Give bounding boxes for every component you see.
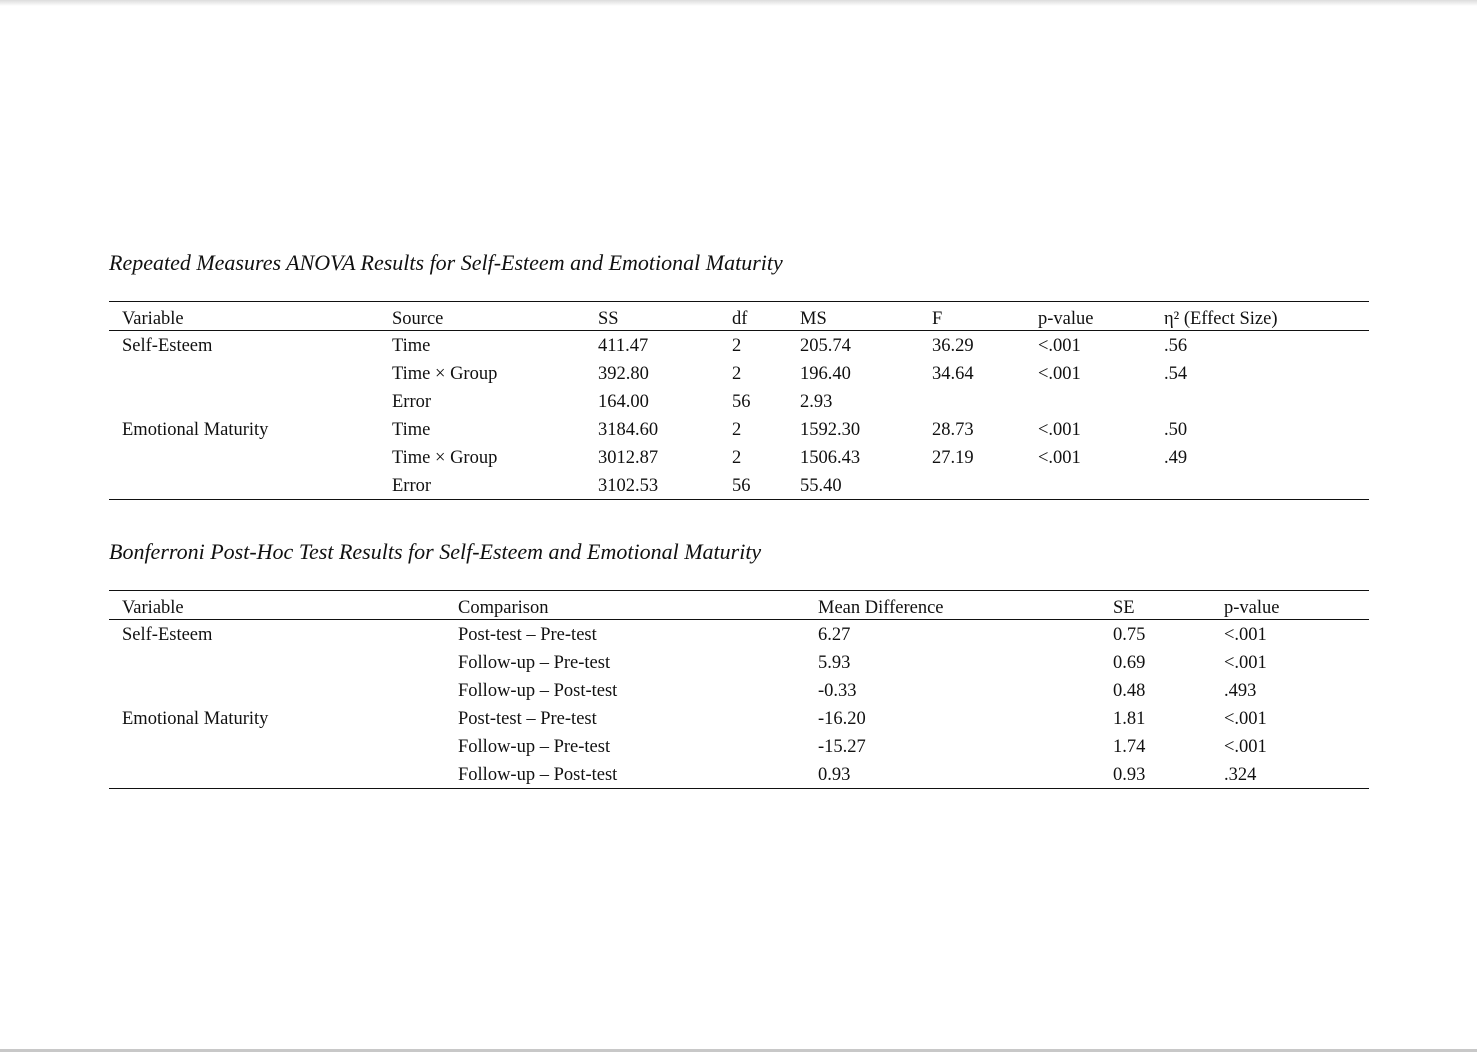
- cell-f: 28.73: [932, 420, 974, 440]
- cell-ms: 1592.30: [800, 420, 861, 440]
- cell-source: Time: [392, 420, 431, 440]
- page-top-shadow: [0, 0, 1477, 6]
- cell-p-value: <.001: [1038, 364, 1081, 384]
- header-se: SE: [1113, 598, 1135, 618]
- cell-variable: Self-Esteem: [122, 625, 213, 645]
- table-row: [109, 676, 1369, 704]
- cell-comparison: Follow-up – Pre-test: [458, 737, 611, 757]
- cell-f: 36.29: [932, 336, 974, 356]
- cell-p-value: <.001: [1224, 737, 1267, 757]
- cell-mean-difference: -16.20: [818, 709, 866, 729]
- cell-ss: 392.80: [598, 364, 649, 384]
- cell-ss: 411.47: [598, 336, 649, 356]
- posthoc-table-caption: Bonferroni Post-Hoc Test Results for Self-Esteem and Emotional Maturity: [109, 539, 762, 564]
- cell-comparison: Post-test – Pre-test: [458, 709, 597, 729]
- table-row: [109, 620, 1369, 648]
- cell-df: 2: [732, 336, 742, 356]
- cell-variable: Self-Esteem: [122, 336, 213, 356]
- cell-df: 56: [732, 392, 751, 412]
- table-row: [109, 704, 1369, 732]
- cell-df: 56: [732, 476, 751, 496]
- cell-source: Time × Group: [392, 364, 498, 384]
- cell-ss: 3012.87: [598, 448, 659, 468]
- anova-header-row: [109, 302, 1369, 331]
- cell-se: 0.69: [1113, 653, 1146, 673]
- cell-p-value: <.001: [1224, 625, 1267, 645]
- cell-df: 2: [732, 448, 742, 468]
- cell-ss: 3102.53: [598, 476, 659, 496]
- anova-body: [109, 331, 1369, 499]
- cell-f: 27.19: [932, 448, 974, 468]
- cell-f: 34.64: [932, 364, 974, 384]
- header-variable: Variable: [122, 309, 184, 329]
- cell-se: 1.74: [1113, 737, 1146, 757]
- cell-ms: 196.40: [800, 364, 851, 384]
- cell-effect-size: .54: [1164, 364, 1188, 384]
- table-row: [109, 359, 1369, 387]
- table-row: [109, 732, 1369, 760]
- header-mean-difference: Mean Difference: [818, 598, 944, 618]
- header-ms: MS: [800, 309, 827, 329]
- cell-p-value: .493: [1224, 681, 1257, 701]
- header-source: Source: [392, 309, 444, 329]
- anova-table: [109, 301, 1369, 500]
- header-variable: Variable: [122, 598, 184, 618]
- cell-p-value: <.001: [1224, 709, 1267, 729]
- cell-source: Error: [392, 392, 432, 412]
- cell-se: 0.48: [1113, 681, 1146, 701]
- cell-se: 0.93: [1113, 765, 1146, 785]
- cell-df: 2: [732, 420, 742, 440]
- cell-se: 0.75: [1113, 625, 1146, 645]
- cell-effect-size: .50: [1164, 420, 1188, 440]
- header-ss: SS: [598, 309, 619, 329]
- cell-source: Time × Group: [392, 448, 498, 468]
- cell-variable: Emotional Maturity: [122, 420, 269, 440]
- header-df: df: [732, 309, 748, 329]
- cell-mean-difference: -15.27: [818, 737, 866, 757]
- table-row: [109, 760, 1369, 788]
- cell-mean-difference: 0.93: [818, 765, 851, 785]
- table-row: [109, 331, 1369, 359]
- cell-source: Error: [392, 476, 432, 496]
- cell-ms: 1506.43: [800, 448, 861, 468]
- header-p-value: p-value: [1038, 309, 1094, 329]
- cell-comparison: Follow-up – Post-test: [458, 765, 618, 785]
- table-row: [109, 443, 1369, 471]
- cell-p-value: <.001: [1224, 653, 1267, 673]
- cell-p-value: .324: [1224, 765, 1257, 785]
- posthoc-header-row: [109, 591, 1369, 620]
- cell-effect-size: .56: [1164, 336, 1188, 356]
- cell-se: 1.81: [1113, 709, 1146, 729]
- cell-ms: 55.40: [800, 476, 842, 496]
- cell-ms: 2.93: [800, 392, 833, 412]
- header-f: F: [932, 309, 943, 329]
- cell-p-value: <.001: [1038, 420, 1081, 440]
- table-row: [109, 648, 1369, 676]
- header-p-value: p-value: [1224, 598, 1280, 618]
- table-row: [109, 471, 1369, 499]
- cell-comparison: Follow-up – Post-test: [458, 681, 618, 701]
- cell-ms: 205.74: [800, 336, 851, 356]
- cell-ss: 164.00: [598, 392, 649, 412]
- cell-source: Time: [392, 336, 431, 356]
- cell-ss: 3184.60: [598, 420, 659, 440]
- cell-mean-difference: 5.93: [818, 653, 851, 673]
- cell-mean-difference: -0.33: [818, 681, 857, 701]
- table-row: [109, 387, 1369, 415]
- cell-comparison: Post-test – Pre-test: [458, 625, 597, 645]
- cell-mean-difference: 6.27: [818, 625, 851, 645]
- header-effect-size: η² (Effect Size): [1164, 309, 1278, 329]
- cell-p-value: <.001: [1038, 336, 1081, 356]
- anova-table-caption: Repeated Measures ANOVA Results for Self-Esteem and Emotional Maturity: [109, 250, 783, 275]
- posthoc-body: [109, 620, 1369, 788]
- table-row: [109, 415, 1369, 443]
- cell-variable: Emotional Maturity: [122, 709, 269, 729]
- header-comparison: Comparison: [458, 598, 549, 618]
- posthoc-table: [109, 590, 1369, 789]
- cell-comparison: Follow-up – Pre-test: [458, 653, 611, 673]
- cell-p-value: <.001: [1038, 448, 1081, 468]
- cell-df: 2: [732, 364, 742, 384]
- cell-effect-size: .49: [1164, 448, 1188, 468]
